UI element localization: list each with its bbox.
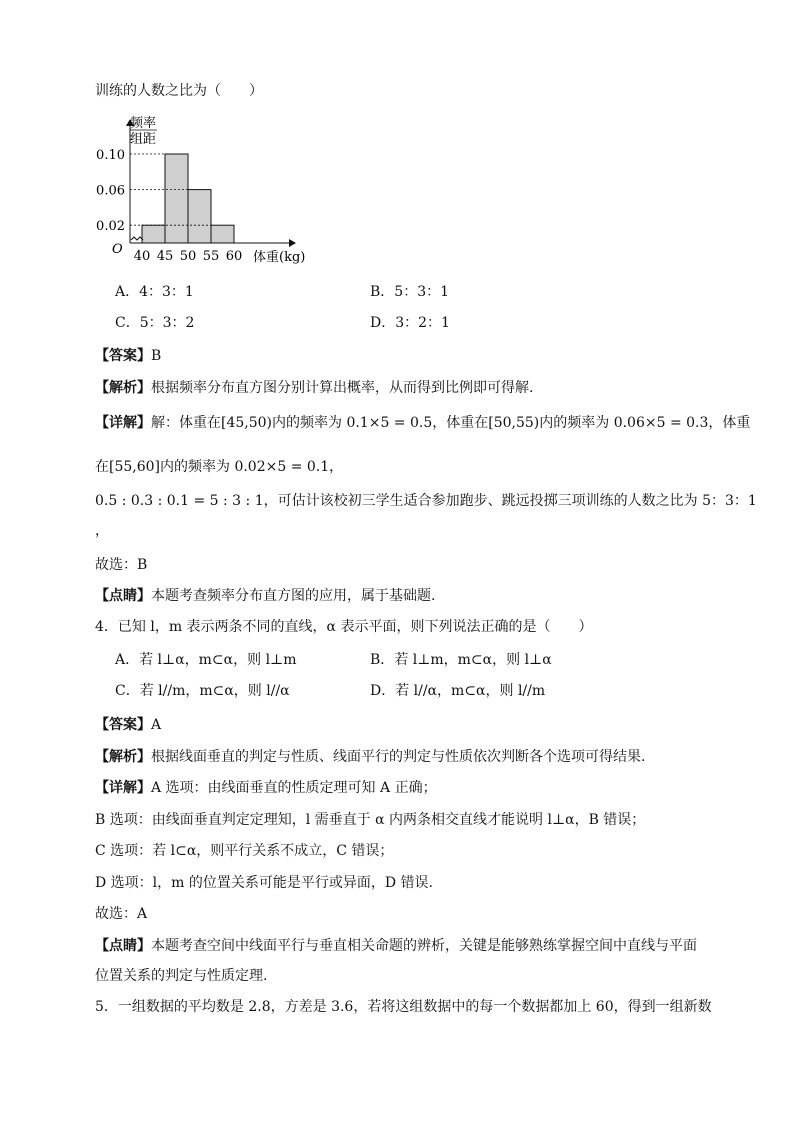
y-tick-label: 0.10 bbox=[96, 148, 125, 163]
question-4-stem: 4．已知 l，m 表示两条不同的直线，α 表示平面，则下列说法正确的是（ ） bbox=[95, 619, 593, 635]
q3-detail-line-1 bbox=[95, 413, 750, 433]
q4-answer bbox=[95, 715, 161, 735]
histogram-bar-55-60 bbox=[211, 225, 234, 243]
answer-tag: 【答案】 bbox=[95, 717, 151, 733]
detail-text: A 选项：由线面垂直的性质定理可知 A 正确； bbox=[151, 780, 437, 796]
histogram-bar-50-55 bbox=[188, 190, 211, 243]
q4-comment-line-1 bbox=[95, 936, 697, 956]
x-tick-label: 50 bbox=[179, 249, 197, 264]
q4-detail-line-4: D 选项：l，m 的位置关系可能是平行或异面，D 错误. bbox=[95, 875, 434, 891]
x-tick-label: 40 bbox=[133, 249, 151, 264]
y-label-bottom: 组距 bbox=[130, 132, 157, 147]
origin-label: O bbox=[112, 242, 123, 257]
analysis-text: 根据频率分布直方图分别计算出概率，从而得到比例即可得解. bbox=[151, 380, 534, 396]
answer-text: B bbox=[151, 348, 162, 364]
q3-comment bbox=[95, 586, 435, 606]
comment-tag: 【点睛】 bbox=[95, 588, 151, 604]
detail-text: 解：体重在[45,50)内的频率为 0.1×5 = 0.5，体重在[50,55)内的频率为 0.06×5 = 0.3，体重 bbox=[151, 415, 751, 431]
q3-detail-line-5: 故选：B bbox=[95, 557, 148, 573]
x-axis-label: 体重(kg) bbox=[253, 250, 306, 265]
q4-detail-line-5: 故选：A bbox=[95, 906, 148, 922]
analysis-text: 根据线面垂直的判定与性质、线面平行的判定与性质依次判断各个选项可得结果. bbox=[151, 749, 646, 765]
q3-detail-line-3: 0.5 : 0.3 : 0.1 = 5 : 3 : 1，可估计该校初三学生适合参加跑步、跳远投掷三项训练的人数之比为 5：3：1 bbox=[95, 493, 757, 509]
comment-text: 本题考查空间中线面平行与垂直相关命题的辨析，关键是能够熟练掌握空间中直线与平面 bbox=[151, 938, 697, 954]
histogram-bar-45-50 bbox=[165, 154, 188, 243]
q4-detail-line-1 bbox=[95, 778, 437, 798]
q3-answer bbox=[95, 346, 161, 366]
y-tick-label: 0.02 bbox=[96, 219, 125, 235]
detail-tag: 【详解】 bbox=[95, 415, 151, 431]
q3-detail-line-4: ， bbox=[95, 523, 109, 539]
comment-text: 本题考查频率分布直方图的应用，属于基础题. bbox=[151, 588, 436, 604]
q3-option-c: C．5：3：2 bbox=[115, 315, 195, 331]
q3-detail-line-2: 在[55,60]内的频率为 0.02×5 = 0.1， bbox=[95, 459, 344, 475]
x-tick-label: 45 bbox=[156, 249, 174, 264]
histogram-bar-40-45 bbox=[142, 225, 165, 243]
q4-analysis bbox=[95, 747, 645, 767]
q4-option-c: C．若 l//m，m⊂α，则 l//α bbox=[115, 683, 290, 699]
frequency-histogram bbox=[90, 112, 320, 272]
q4-detail-line-2: B 选项：由线面垂直判定定理知，l 需垂直于 α 内两条相交直线才能说明 l⊥α，B 错误； bbox=[95, 812, 646, 828]
detail-tag: 【详解】 bbox=[95, 780, 151, 796]
analysis-tag: 【解析】 bbox=[95, 749, 151, 765]
q3-option-a: A．4：3：1 bbox=[115, 284, 194, 300]
q3-option-d: D．3：2：1 bbox=[370, 315, 450, 331]
q4-comment-line-2: 位置关系的判定与性质定理. bbox=[95, 968, 268, 984]
q3-analysis bbox=[95, 378, 533, 398]
axis-break-mark bbox=[131, 237, 143, 240]
q4-detail-line-3: C 选项：若 l⊂α，则平行关系不成立，C 错误； bbox=[95, 843, 394, 859]
q3-option-b: B．5：3：1 bbox=[370, 284, 450, 300]
comment-tag: 【点睛】 bbox=[95, 938, 151, 954]
y-label-top: 频率 bbox=[130, 116, 157, 131]
y-tick-label: 0.06 bbox=[96, 183, 125, 199]
analysis-tag: 【解析】 bbox=[95, 380, 151, 396]
answer-tag: 【答案】 bbox=[95, 348, 151, 364]
question-5-stem: 5．一组数据的平均数是 2.8，方差是 3.6，若将这组数据中的每一个数据都加上 60，得到一组新数 bbox=[95, 999, 712, 1015]
q4-option-a: A．若 l⊥α，m⊂α，则 l⊥m bbox=[115, 652, 297, 668]
answer-text: A bbox=[151, 717, 162, 733]
q4-option-b: B．若 l⊥m，m⊂α，则 l⊥α bbox=[370, 652, 552, 668]
q4-option-d: D．若 l//α，m⊂α，则 l//m bbox=[370, 683, 546, 699]
x-tick-label: 55 bbox=[202, 249, 220, 264]
question-3-stem-tail: 训练的人数之比为（ ） bbox=[95, 83, 263, 99]
x-tick-label: 60 bbox=[225, 249, 243, 264]
